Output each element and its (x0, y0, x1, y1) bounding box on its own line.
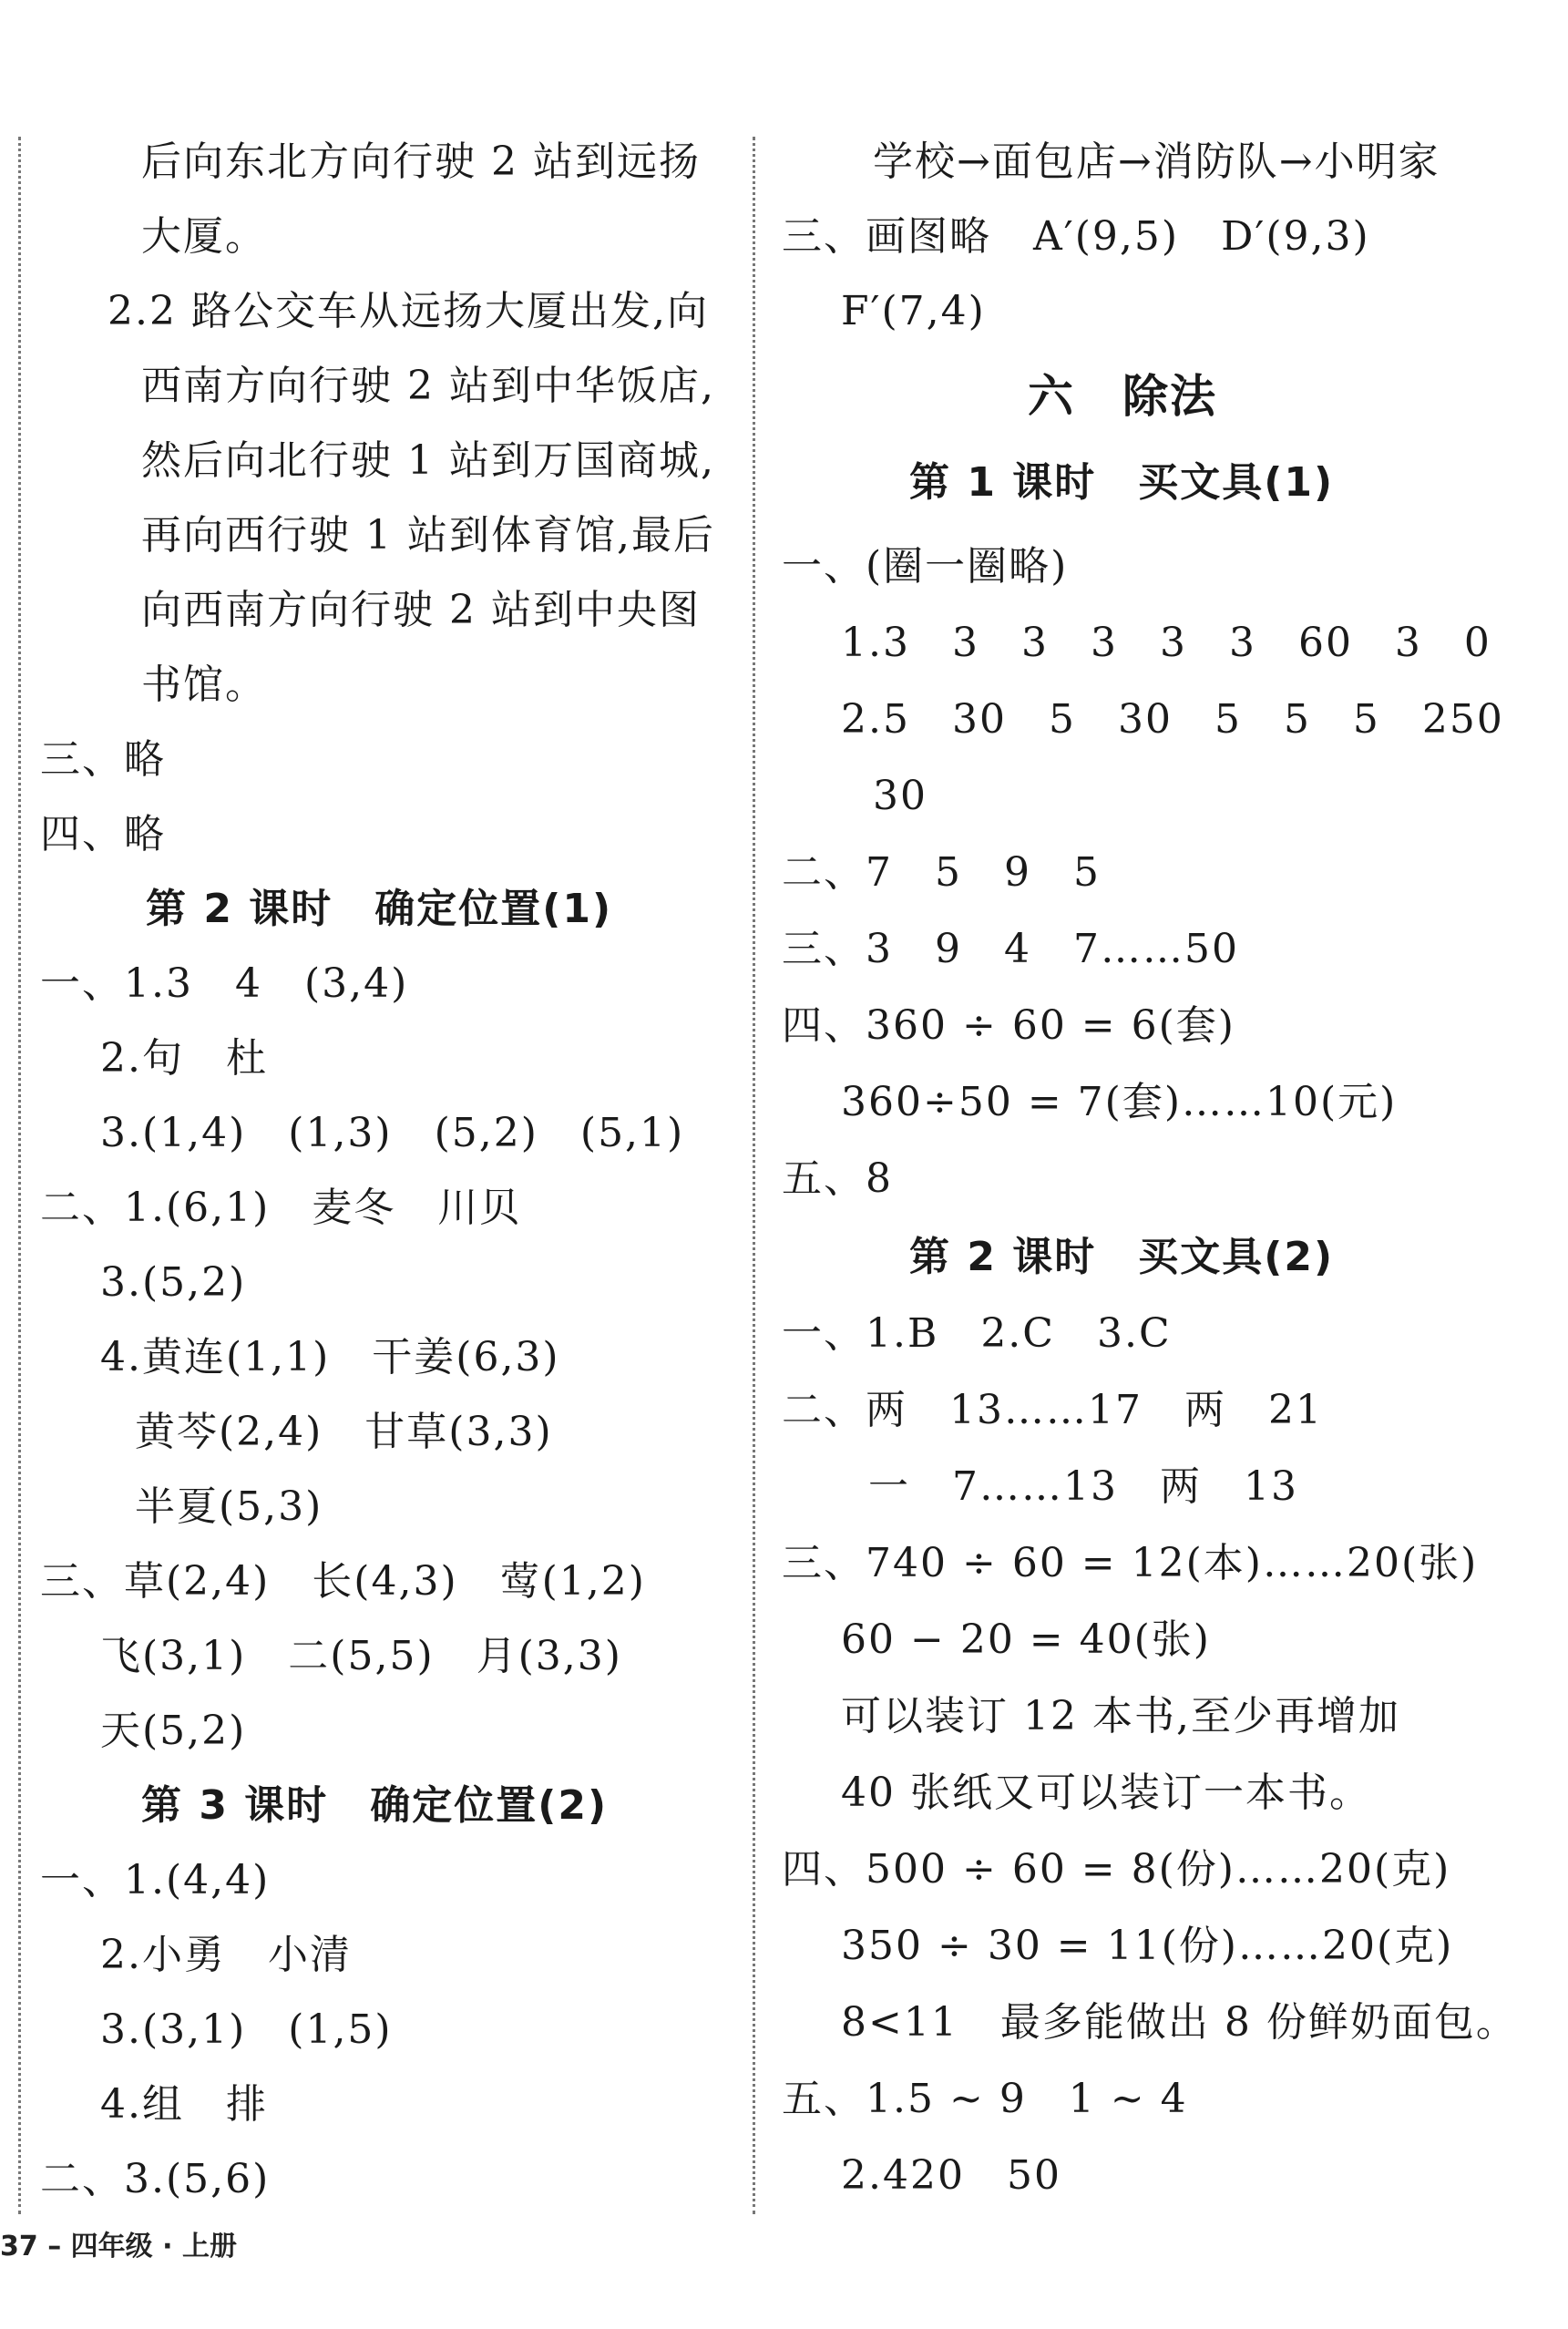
answer-line: 半夏(5,3) (135, 1483, 323, 1530)
lesson-heading: 第 1 课时 买文具(1) (909, 459, 1335, 506)
answer-line: 二、两 13……17 两 21 (782, 1387, 1323, 1433)
answer-line: 2.句 杜 (100, 1035, 268, 1082)
answer-line: 30 (873, 773, 927, 819)
answer-line: 四、360 ÷ 60 = 6(套) (782, 1002, 1235, 1049)
lesson-heading: 第 2 课时 确定位置(1) (146, 886, 613, 932)
answer-line: 三、740 ÷ 60 = 12(本)……20(张) (782, 1540, 1479, 1586)
page-footer (0, 2223, 237, 2263)
left-margin-divider (18, 137, 21, 2214)
page-number: 37 (0, 2231, 38, 2262)
answer-line: 1.3 3 3 3 3 3 60 3 0 (841, 620, 1491, 666)
answer-line: 4.组 排 (100, 2081, 268, 2128)
answer-line: 3.(1,4) (1,3) (5,2) (5,1) (100, 1110, 685, 1156)
answer-line: 飞(3,1) 二(5,5) 月(3,3) (100, 1633, 622, 1679)
answer-line: 书馆。 (141, 662, 267, 708)
answer-line: 二、7 5 9 5 (782, 849, 1101, 896)
column-divider (753, 137, 755, 2214)
answer-line: 四、500 ÷ 60 = 8(份)……20(克) (782, 1846, 1451, 1893)
answer-line: 然后向北行驶 1 站到万国商城, (141, 437, 715, 484)
answer-line: 一、1.3 4 (3,4) (40, 960, 409, 1007)
answer-line: 360÷50 = 7(套)……10(元) (841, 1079, 1398, 1125)
answer-line: 三、画图略 A′(9,5) D′(9,3) (782, 213, 1370, 260)
answer-line: 2.420 50 (841, 2152, 1061, 2199)
answer-line: 学校→面包店→消防队→小明家 (873, 139, 1440, 185)
answer-line: 3.(3,1) (1,5) (100, 2006, 393, 2053)
answer-line: 一、1.(4,4) (40, 1857, 271, 1903)
answer-line: 四、略 (40, 811, 166, 857)
answer-line: 2.5 30 5 30 5 5 5 250 (841, 696, 1504, 743)
answer-line: 西南方向行驶 2 站到中华饭店, (141, 363, 715, 409)
answer-line: 二、1.(6,1) 麦冬 川贝 (40, 1185, 522, 1231)
answer-line: 60 − 20 = 40(张) (841, 1616, 1211, 1663)
answer-line: 4.黄连(1,1) 干姜(6,3) (100, 1334, 560, 1380)
answer-line: 五、1.5 ~ 9 1 ~ 4 (782, 2076, 1188, 2122)
answer-line: 一、(圈一圈略) (782, 543, 1069, 590)
answer-line: 天(5,2) (100, 1708, 247, 1754)
unit-heading: 六 除法 (1028, 370, 1217, 423)
answer-line: 五、8 (782, 1155, 893, 1202)
answer-line: 一 7……13 两 13 (868, 1463, 1298, 1510)
answer-line: 三、略 (40, 736, 166, 783)
lesson-heading: 第 3 课时 确定位置(2) (141, 1782, 609, 1829)
answer-line: 2.小勇 小清 (100, 1932, 352, 1978)
answer-line: 大厦。 (141, 213, 267, 260)
answer-line: 3.(5,2) (100, 1259, 247, 1306)
grade-label: 四年级 · 上册 (70, 2231, 237, 2262)
answer-line: 一、1.B 2.C 3.C (782, 1310, 1172, 1357)
answer-line: 黄芩(2,4) 甘草(3,3) (135, 1409, 553, 1455)
answer-line: 2.2 路公交车从远扬大厦出发,向 (108, 288, 709, 334)
answer-line: 40 张纸又可以装订一本书。 (841, 1770, 1371, 1816)
answer-line: 三、草(2,4) 长(4,3) 莺(1,2) (40, 1558, 646, 1605)
footer-dash: – (47, 2231, 71, 2262)
answer-line: 可以装订 12 本书,至少再增加 (841, 1693, 1400, 1739)
answer-line: 三、3 9 4 7……50 (782, 926, 1239, 972)
lesson-heading: 第 2 课时 买文具(2) (909, 1234, 1335, 1280)
answer-line: 350 ÷ 30 = 11(份)……20(克) (841, 1923, 1454, 1969)
answer-line: 后向东北方向行驶 2 站到远扬 (141, 139, 701, 185)
answer-line: 二、3.(5,6) (40, 2156, 271, 2202)
answer-line: 向西南方向行驶 2 站到中央图 (141, 587, 701, 633)
answer-line: 8<11 最多能做出 8 份鲜奶面包。 (841, 1999, 1518, 2046)
answer-line: F′(7,4) (841, 288, 986, 334)
answer-line: 再向西行驶 1 站到体育馆,最后 (141, 512, 715, 559)
